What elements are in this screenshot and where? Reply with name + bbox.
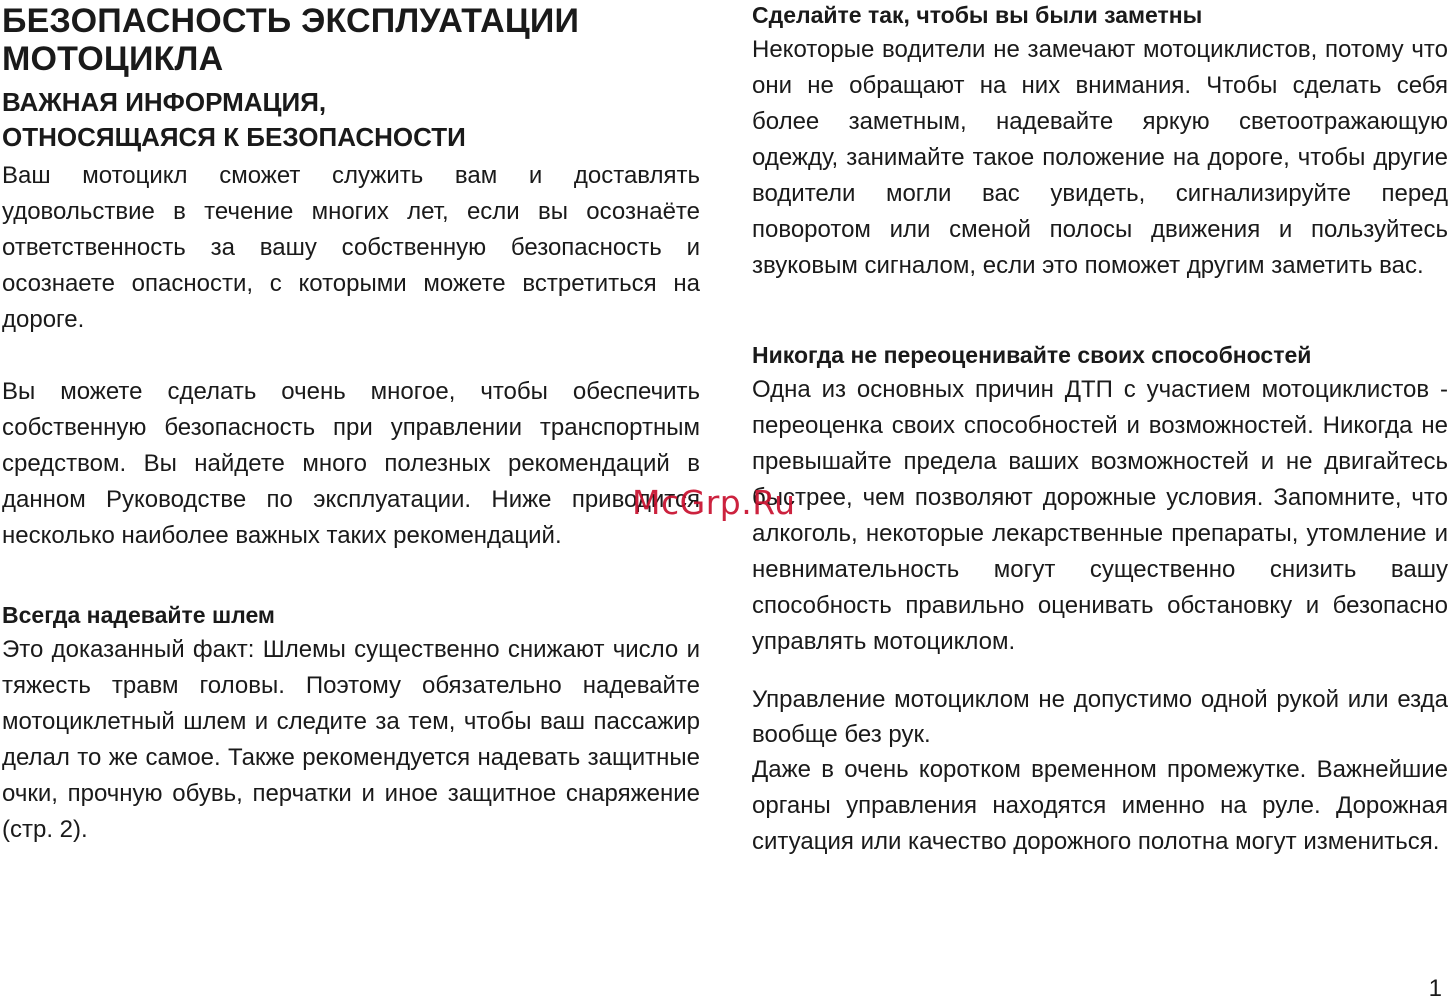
abilities-heading: Никогда не переоценивайте своих способностей [752,342,1312,368]
right-column [750,0,1450,860]
spacer [0,338,702,374]
one-hand-paragraph: Управление мотоциклом не допустимо одной рукой или езда вообще без рук. [752,686,1448,748]
section-subtitle-line1: ВАЖНАЯ ИНФОРМАЦИЯ, [2,87,327,117]
page-number: 1 [1428,975,1442,1002]
helmet-paragraph: Это доказанный факт: Шлемы существенно снижают число и тяжесть травм головы. Поэтому обязательно надевайте мотоциклетный шлем и следите за тем, чтобы ваш пассажир делал то же самое. Также рекомендуется надевать защитные очки, прочную обувь, перчатки и иное защитное снаряжение (стр. 2). [2,636,700,843]
spacer [750,660,1450,682]
left-column [0,0,702,848]
spacer [0,554,702,590]
watermark: McGrp.Ru [632,483,796,522]
recommendations-paragraph: Вы можете сделать очень многое, чтобы обеспечить собственную безопасность при управлении транспортным средством. Вы найдете много полезных рекомендаций в данном Руководстве по эксплуатации. Ниже приводится несколько наиболее важных таких рекомендаций. [2,378,700,549]
helmet-heading: Всегда надевайте шлем [2,602,275,628]
page-title: БЕЗОПАСНОСТЬ ЭКСПЛУАТАЦИИ МОТОЦИКЛА [2,2,580,78]
section-subtitle-line2: ОТНОСЯЩАЯСЯ К БЕЗОПАСНОСТИ [2,122,466,152]
spacer [750,284,1450,328]
visibility-heading: Сделайте так, чтобы вы были заметны [752,2,1203,28]
abilities-paragraph: Одна из основных причин ДТП с участием мотоциклистов - переоценка своих способностей и возможностей. Никогда не превышайте предела ваших возможностей и не двигайтесь быстрее, чем позволяют дорожные условия. Запомните, что алкоголь, некоторые лекарственные препараты, утомление и невнимательность могут существенно снизить вашу способность правильно оценивать обстановку и безопасно управлять мотоциклом. [752,376,1448,655]
controls-paragraph: Даже в очень коротком временном промежутке. Важнейшие органы управления находятся именно на руле. Дорожная ситуация или качество дорожного полотна могут измениться. [752,756,1448,855]
visibility-paragraph: Некоторые водители не замечают мотоциклистов, потому что они не обращают на них внимания. Чтобы сделать себя более заметным, надевайте яркую светоотражающую одежду, занимайте такое положение на дороге, чтобы другие водители могли вас увидеть, сигнализируйте перед поворотом или сменой полосы движения и пользуйтесь звуковым сигналом, если это поможет другим заметить вас. [752,36,1448,279]
intro-paragraph: Ваш мотоцикл сможет служить вам и доставлять удовольствие в течение многих лет, если вы осознаёте ответственность за вашу собственную безопасность и осознаете опасности, с которыми можете встретиться на дороге. [2,162,700,333]
